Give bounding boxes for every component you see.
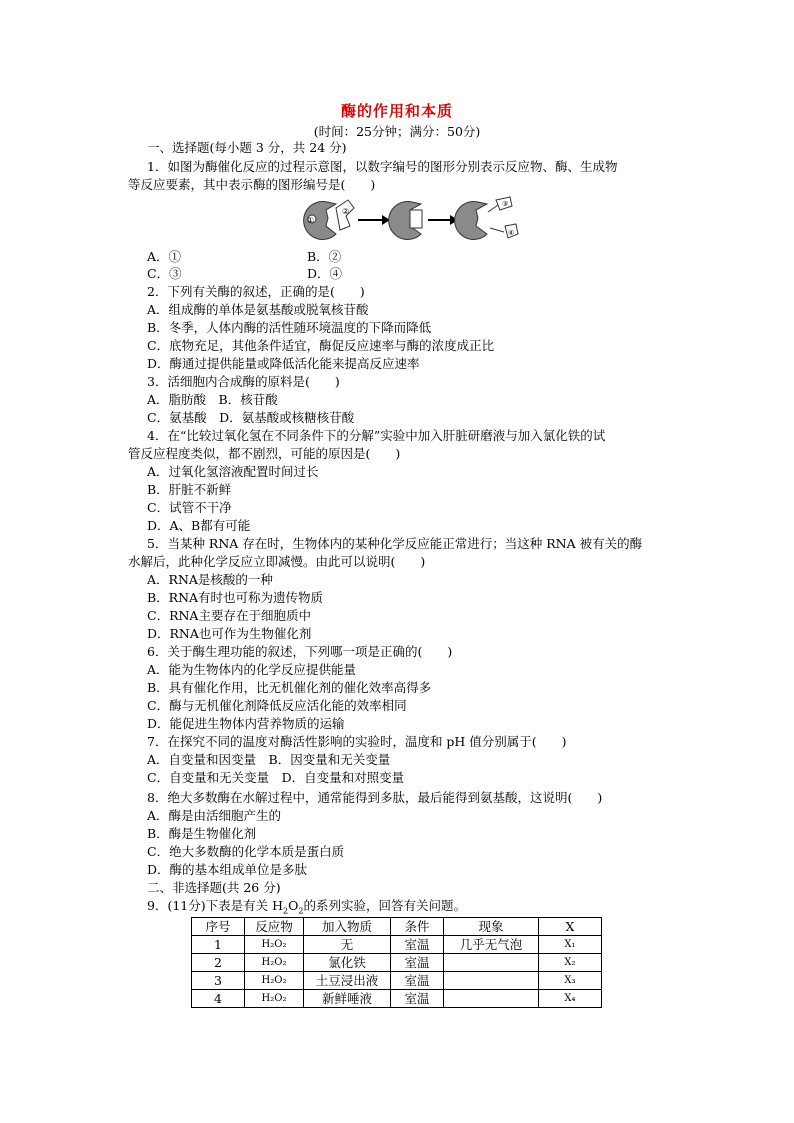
table-cell: X₄ xyxy=(539,990,602,1008)
table-header: 条件 xyxy=(391,918,444,936)
option: A．脂肪酸 B．核苷酸 xyxy=(147,392,278,407)
option: C．酶与无机催化剂降低反应活化能的效率相同 xyxy=(147,698,407,713)
table-cell: 2 xyxy=(192,954,245,972)
question-text: 2．下列有关酶的叙述，正确的是( ) xyxy=(147,284,365,299)
label-2: ② xyxy=(342,207,350,216)
option: C．绝大多数酶的化学本质是蛋白质 xyxy=(147,844,345,859)
complex-shape xyxy=(410,210,422,228)
option: B．冬季，人体内酶的活性随环境温度的下降而降低 xyxy=(147,320,432,335)
table-header: 加入物质 xyxy=(304,918,391,936)
table-cell: 几乎无气泡 xyxy=(444,936,539,954)
table-cell: 1 xyxy=(192,936,245,954)
option: B．RNA有时也可称为遗传物质 xyxy=(147,590,324,605)
enzyme-diagram xyxy=(300,196,525,246)
question-text: 9．(11分)下表是有关 $H_2O_2$的系列实验，回答有关问题。 xyxy=(147,898,466,916)
table-row xyxy=(192,936,602,954)
option: D．酶的基本组成单位是多肽 xyxy=(147,862,308,877)
table-row xyxy=(192,972,602,990)
question-text: 管反应程度类似，都不剧烈，可能的原因是( ) xyxy=(128,446,401,461)
option: C．底物充足，其他条件适宜，酶促反应速率与酶的浓度成正比 xyxy=(147,338,495,353)
section-heading: 一、选择题(每小题 3 分，共 24 分) xyxy=(147,140,347,155)
table-row xyxy=(192,954,602,972)
option: A．① xyxy=(147,249,182,264)
option: C．RNA主要存在于细胞质中 xyxy=(147,608,311,623)
option: A．RNA是核酸的一种 xyxy=(147,572,273,587)
experiment-table xyxy=(191,917,602,1008)
time-score-info: (时间：25分钟；满分：50分) xyxy=(313,124,481,139)
option: A．过氧化氢溶液配置时间过长 xyxy=(147,464,319,479)
table-cell: H₂O₂ xyxy=(245,972,304,990)
table-cell: H₂O₂ xyxy=(245,990,304,1008)
label-3: ③ xyxy=(502,200,509,208)
option: C．试管不干净 xyxy=(147,500,232,515)
page-title: 酶的作用和本质 xyxy=(340,102,453,120)
option: D．酶通过提供能量或降低活化能来提高反应速率 xyxy=(147,356,420,371)
label-1: ① xyxy=(307,216,315,225)
option: D．④ xyxy=(307,266,343,281)
table-cell: X₁ xyxy=(539,936,602,954)
table-header-row xyxy=(192,918,602,936)
question-text: 7．在探究不同的温度对酶活性影响的实验时，温度和 pH 值分别属于( ) xyxy=(147,734,567,749)
option: B．② xyxy=(307,249,342,264)
table-cell: 3 xyxy=(192,972,245,990)
question-text: 4．在“比较过氧化氢在不同条件下的分解”实验中加入肝脏研磨液与加入氯化铁的试 xyxy=(147,428,606,443)
table-cell: X₂ xyxy=(539,954,602,972)
option: C．自变量和无关变量 D．自变量和对照变量 xyxy=(147,770,405,785)
table-cell: X₃ xyxy=(539,972,602,990)
table-cell xyxy=(444,990,539,1008)
table-header: 序号 xyxy=(192,918,245,936)
option: C．氨基酸 D．氨基酸或核糖核苷酸 xyxy=(147,410,355,425)
table-header: 反应物 xyxy=(245,918,304,936)
table-cell: 4 xyxy=(192,990,245,1008)
table-cell: 无 xyxy=(304,936,391,954)
release-arrow xyxy=(490,228,504,232)
table-cell: H₂O₂ xyxy=(245,954,304,972)
table-cell: 氯化铁 xyxy=(304,954,391,972)
question-text: 水解后，此种化学反应立即减慢。由此可以说明( ) xyxy=(128,554,426,569)
question-text: 等反应要素，其中表示酶的图形编号是( ) xyxy=(128,177,376,192)
table-header: 现象 xyxy=(444,918,539,936)
table-cell: 新鲜唾液 xyxy=(304,990,391,1008)
question-text: 5．当某种 RNA 存在时，生物体内的某种化学反应能正常进行；当这种 RNA 被有关的酶 xyxy=(147,536,643,551)
option: B．具有催化作用，比无机催化剂的催化效率高得多 xyxy=(147,680,432,695)
table-cell: 室温 xyxy=(391,990,444,1008)
option: B．酶是生物催化剂 xyxy=(147,826,257,841)
section-heading: 二、非选择题(共 26 分) xyxy=(147,880,281,895)
question-text: 3．活细胞内合成酶的原料是( ) xyxy=(147,374,340,389)
option: D．A、B都有可能 xyxy=(147,518,251,533)
question-text: 8．绝大多数酶在水解过程中，通常能得到多肽，最后能得到氨基酸，这说明( ) xyxy=(147,790,603,805)
table-cell: H₂O₂ xyxy=(245,936,304,954)
table-cell: 室温 xyxy=(391,954,444,972)
question-text: 6．关于酶生理功能的叙述，下列哪一项是正确的( ) xyxy=(147,644,453,659)
table-header: X xyxy=(539,918,602,936)
option: D．RNA也可作为生物催化剂 xyxy=(147,626,312,641)
option: C．③ xyxy=(147,266,182,281)
table-cell: 室温 xyxy=(391,936,444,954)
table-cell: 土豆浸出液 xyxy=(304,972,391,990)
option: D．能促进生物体内营养物质的运输 xyxy=(147,716,345,731)
option: A．酶是由活细胞产生的 xyxy=(147,808,282,823)
table-cell xyxy=(444,972,539,990)
option: B．肝脏不新鲜 xyxy=(147,482,232,497)
table-cell: 室温 xyxy=(391,972,444,990)
option: A．自变量和因变量 B．因变量和无关变量 xyxy=(147,752,391,767)
enzyme-shape xyxy=(455,201,487,239)
release-arrow xyxy=(488,205,498,212)
option: A．组成酶的单体是氨基酸或脱氧核苷酸 xyxy=(147,302,369,317)
question-text: 1．如图为酶催化反应的过程示意图，以数字编号的图形分别表示反应物、酶、生成物 xyxy=(147,159,618,174)
table-row xyxy=(192,990,602,1008)
table-cell xyxy=(444,954,539,972)
label-4: ④ xyxy=(508,229,515,237)
option: A．能为生物体内的化学反应提供能量 xyxy=(147,662,357,677)
